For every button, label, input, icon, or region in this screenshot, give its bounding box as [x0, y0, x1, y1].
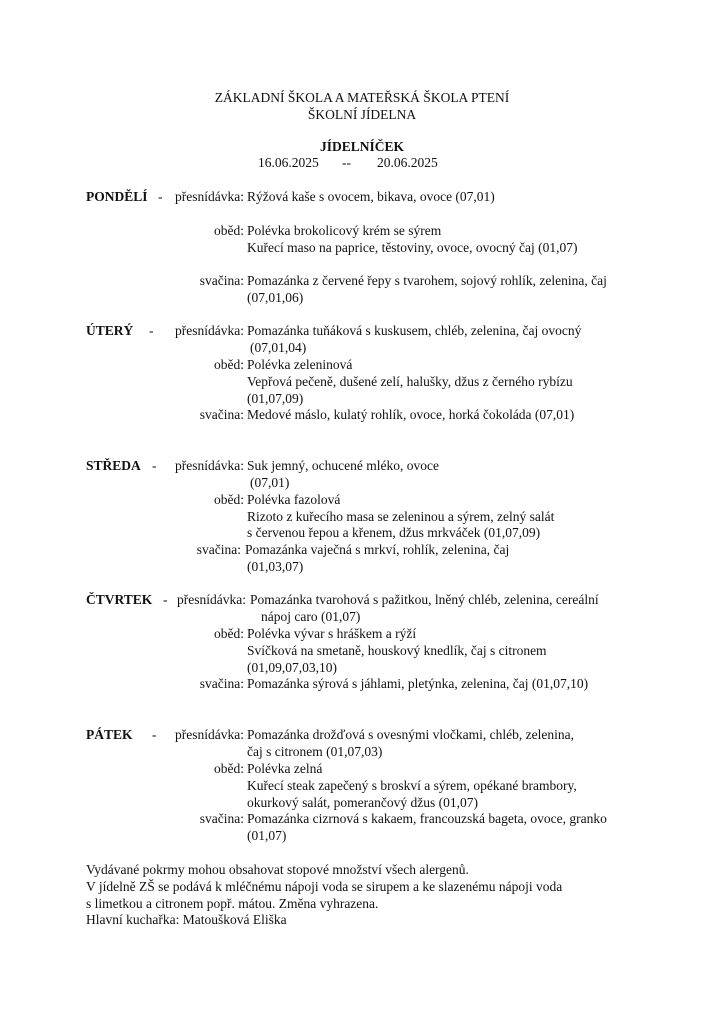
meal-line: (07,01) — [250, 475, 290, 490]
school-name: ZÁKLADNÍ ŠKOLA A MATEŘSKÁ ŠKOLA PTENÍ — [214, 90, 510, 105]
meal-line: Pomazánka z červené řepy s tvarohem, sojový rohlík, zelenina, čaj — [247, 273, 607, 288]
meal-line: Polévka brokolicový krém se sýrem — [247, 223, 442, 238]
meal-line: Polévka fazolová — [247, 492, 341, 507]
meal-label-lunch: oběd: — [214, 761, 244, 776]
date-from: 16.06.2025 — [258, 155, 319, 170]
meal-label-afternoon: svačina: — [199, 407, 244, 422]
meal-line: Suk jemný, ochucené mléko, ovoce — [247, 458, 439, 473]
meal-line: (01,07,09) — [247, 391, 304, 406]
meal-label-snack: přesnídávka: — [175, 727, 244, 742]
day-dash: - — [152, 727, 157, 742]
meal-label-lunch: oběd: — [214, 223, 244, 238]
meal-line: Kuřecí steak zapečený s broskví a sýrem, opékané brambory, — [247, 778, 577, 793]
date-separator: -- — [342, 155, 351, 170]
meal-line: Polévka zeleninová — [247, 357, 353, 372]
meal-label-afternoon: svačina: — [199, 811, 244, 826]
meal-line: (01,03,07) — [247, 559, 304, 574]
day-name-thursday: ČTVRTEK — [86, 592, 153, 607]
meal-line: nápoj caro (01,07) — [261, 609, 361, 624]
meal-line: Pomazánka sýrová s jáhlami, pletýnka, zelenina, čaj (01,07,10) — [247, 676, 589, 691]
meal-line: Svíčková na smetaně, houskový knedlík, čaj s citronem — [247, 643, 547, 658]
meal-line: (01,07) — [247, 828, 287, 843]
date-to: 20.06.2025 — [377, 155, 438, 170]
meal-label-lunch: oběd: — [214, 357, 244, 372]
meal-line: Pomazánka vaječná s mrkví, rohlík, zelenina, čaj — [245, 542, 510, 557]
meal-label-afternoon: svačina: — [196, 542, 241, 557]
meal-label-lunch: oběd: — [214, 626, 244, 641]
meal-line: (07,01,06) — [247, 290, 304, 305]
canteen-name: ŠKOLNÍ JÍDELNA — [307, 107, 417, 122]
day-dash: - — [158, 189, 163, 204]
meal-label-snack: přesnídávka: — [177, 592, 246, 607]
meal-line: čaj s citronem (01,07,03) — [247, 744, 383, 759]
meal-line: (07,01,04) — [250, 340, 307, 355]
meal-line: s červenou řepou a křenem, džus mrkváček (01,07,09) — [247, 525, 541, 540]
meal-label-afternoon: svačina: — [199, 273, 244, 288]
meal-line: Vepřová pečeně, dušené zelí, halušky, džus z černého rybízu — [247, 374, 573, 389]
day-name-tuesday: ÚTERÝ — [86, 323, 134, 338]
meal-label-lunch: oběd: — [214, 492, 244, 507]
meal-line: Rýžová kaše s ovocem, bikava, ovoce (07,01) — [247, 189, 495, 204]
meal-line: Pomazánka tvarohová s pažitkou, lněný chléb, zelenina, cereální — [250, 592, 599, 607]
footer-allergen-note: Vydávané pokrmy mohou obsahovat stopové množství všech alergenů. — [86, 862, 469, 877]
footer-drinks-note-cont: s limetkou a citronem popř. mátou. Změna vyhrazena. — [86, 896, 379, 911]
day-name-monday: PONDĚLÍ — [86, 189, 148, 204]
footer-head-cook: Hlavní kuchařka: Matoušková Eliška — [86, 912, 287, 927]
footer-drinks-note: V jídelně ZŠ se podává k mléčnému nápoji voda se sirupem a ke slazenému nápoji voda — [86, 879, 563, 894]
meal-line: Rizoto z kuřecího masa se zeleninou a sýrem, zelný salát — [247, 509, 555, 524]
meal-line: Polévka zelná — [247, 761, 323, 776]
meal-label-snack: přesnídávka: — [175, 189, 244, 204]
day-name-friday: PÁTEK — [86, 727, 133, 742]
meal-line: Pomazánka drožďová s ovesnými vločkami, chléb, zelenina, — [247, 727, 574, 742]
meal-line: Kuřecí maso na paprice, těstoviny, ovoce, ovocný čaj (01,07) — [247, 240, 578, 255]
day-dash: - — [149, 323, 154, 338]
meal-line: okurkový salát, pomerančový džus (01,07) — [247, 795, 478, 810]
day-dash: - — [163, 592, 168, 607]
meal-line: Polévka vývar s hráškem a rýží — [247, 626, 417, 641]
meal-label-afternoon: svačina: — [199, 676, 244, 691]
day-name-wednesday: STŘEDA — [86, 458, 141, 473]
meal-line: Pomazánka cizrnová s kakaem, francouzská bageta, ovoce, granko — [247, 811, 607, 826]
menu-title: JÍDELNÍČEK — [319, 139, 405, 154]
meal-label-snack: přesnídávka: — [175, 458, 244, 473]
meal-line: (01,09,07,03,10) — [247, 660, 337, 675]
meal-label-snack: přesnídávka: — [175, 323, 244, 338]
day-dash: - — [152, 458, 157, 473]
meal-line: Medové máslo, kulatý rohlík, ovoce, horká čokoláda (07,01) — [247, 407, 575, 422]
meal-line: Pomazánka tuňáková s kuskusem, chléb, zelenina, čaj ovocný — [247, 323, 582, 338]
